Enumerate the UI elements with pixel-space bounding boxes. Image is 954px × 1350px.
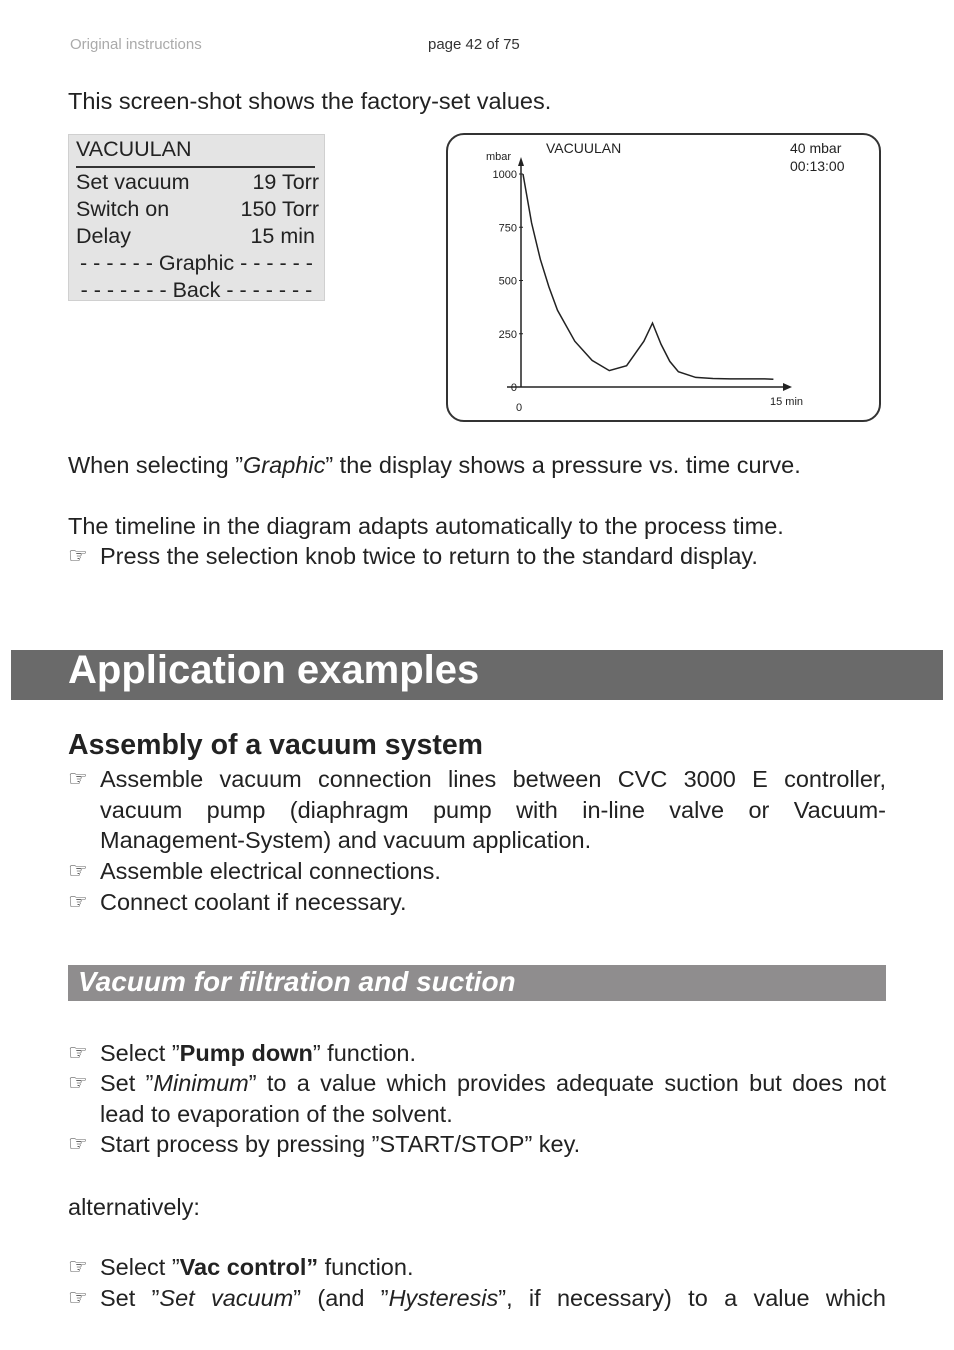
y-tick-label: 1000 bbox=[492, 169, 517, 181]
list-item bbox=[68, 541, 886, 572]
pressure-time-chart bbox=[448, 135, 879, 420]
list-item-text: Connect coolant if necessary. bbox=[100, 889, 407, 915]
b2-post: ” to a value which provides adequate suction but does not lead to evaporation of the solvent. bbox=[100, 1070, 887, 1127]
pointing-hand-icon: ☞ bbox=[68, 1254, 88, 1279]
pointing-hand-icon: ☞ bbox=[68, 889, 88, 914]
lcd-row bbox=[76, 197, 319, 224]
lcd-row-value: 15 min bbox=[250, 224, 315, 248]
b5-em2: Hysteresis bbox=[388, 1285, 499, 1311]
subsection-banner bbox=[68, 965, 886, 1001]
list-item bbox=[68, 1038, 886, 1069]
header-doc-label: Original instructions bbox=[70, 36, 202, 53]
graphic-desc-em: Graphic bbox=[243, 452, 326, 478]
list-item bbox=[68, 1129, 886, 1160]
y-tick-label: 750 bbox=[498, 222, 517, 235]
lcd-row-value: 150 Torr bbox=[240, 197, 319, 221]
graphic-description bbox=[68, 450, 801, 480]
lcd-row-value: 19 Torr bbox=[252, 170, 319, 194]
list-item-text bbox=[100, 1038, 886, 1069]
lcd-title: VACUULAN bbox=[76, 137, 192, 161]
list-item-text: Assemble vacuum connection lines between CVC 3000 E controller, vacuum pump (diaphragm pump with in-line valve or Vacuum-Management-System) and vacuum application. bbox=[100, 766, 886, 853]
subsection-title: Vacuum for filtration and suction bbox=[78, 966, 516, 997]
pressure-curve bbox=[523, 174, 773, 379]
page-number: page 42 of 75 bbox=[428, 36, 520, 53]
list-item bbox=[68, 764, 886, 856]
y-axis-arrow bbox=[518, 157, 524, 166]
pointing-hand-icon: ☞ bbox=[68, 1040, 88, 1065]
b4-pre: Select ” bbox=[100, 1254, 180, 1280]
timeline-text: The timeline in the diagram adapts automatically to the process time. bbox=[68, 513, 784, 539]
x-axis-start-label: 0 bbox=[516, 402, 523, 414]
lcd-row-label: Set vacuum bbox=[76, 170, 190, 194]
list-item-text bbox=[100, 1283, 886, 1314]
pointing-hand-icon: ☞ bbox=[68, 543, 88, 568]
list-item bbox=[68, 887, 886, 918]
pointing-hand-icon: ☞ bbox=[68, 1131, 88, 1156]
b1-pre: Select ” bbox=[100, 1040, 180, 1066]
lcd-row-label: Delay bbox=[76, 224, 131, 248]
chart-title: VACUULAN bbox=[546, 140, 622, 156]
intro-text: This screen-shot shows the factory-set values. bbox=[68, 88, 552, 114]
b2-em: Minimum bbox=[153, 1070, 249, 1096]
pointing-hand-icon: ☞ bbox=[68, 766, 88, 791]
section-title: Application examples bbox=[68, 648, 480, 692]
list-item-text bbox=[100, 1252, 886, 1283]
elapsed-time: 00:13:00 bbox=[790, 158, 845, 174]
b5-post: ”, if necessary) to a value which bbox=[498, 1285, 886, 1311]
b1-post: ” function. bbox=[312, 1040, 417, 1066]
lcd-row bbox=[76, 170, 319, 197]
pointing-hand-icon: ☞ bbox=[68, 1285, 88, 1310]
pointing-hand-icon: ☞ bbox=[68, 858, 88, 883]
list-item bbox=[68, 1252, 886, 1283]
x-axis-arrow bbox=[783, 383, 792, 391]
lcd-row-label: Switch on bbox=[76, 197, 170, 221]
graphic-desc-pre: When selecting ” bbox=[68, 452, 244, 478]
b5-mid: ” (and ” bbox=[293, 1285, 389, 1311]
b4-post: function. bbox=[318, 1254, 414, 1280]
y-axis-label: mbar bbox=[486, 151, 512, 163]
lcd-divider bbox=[76, 166, 315, 168]
y-tick-label: 250 bbox=[498, 328, 517, 341]
x-axis-end-label: 15 min bbox=[770, 396, 804, 408]
graphic-display bbox=[446, 133, 881, 422]
b2-pre: Set ” bbox=[100, 1070, 154, 1096]
b5-em1: Set vacuum bbox=[159, 1285, 294, 1311]
b4-strong: Vac control” bbox=[179, 1254, 319, 1280]
b5-pre: Set ” bbox=[100, 1285, 160, 1311]
list-item bbox=[68, 1068, 886, 1129]
assembly-heading: Assembly of a vacuum system bbox=[68, 729, 484, 761]
list-item bbox=[68, 856, 886, 887]
y-tick-label: 0 bbox=[510, 382, 517, 394]
section-banner bbox=[11, 650, 943, 700]
pressure-reading: 40 mbar bbox=[790, 140, 842, 156]
y-tick-label: 500 bbox=[498, 275, 517, 288]
list-item-text: Assemble electrical connections. bbox=[100, 858, 441, 884]
lcd-row bbox=[76, 224, 319, 251]
list-item-text: Press the selection knob twice to return to the standard display. bbox=[100, 543, 758, 569]
lcd-display bbox=[68, 134, 325, 301]
graphic-desc-post: ” the display shows a pressure vs. time curve. bbox=[325, 452, 801, 478]
list-item bbox=[68, 1283, 886, 1315]
list-item-text bbox=[100, 1068, 886, 1129]
list-item-text: Start process by pressing ”START/STOP” key. bbox=[100, 1131, 581, 1157]
lcd-back-option: - - - - - - - Back - - - - - - - bbox=[80, 278, 313, 302]
b1-strong: Pump down bbox=[179, 1040, 313, 1066]
pointing-hand-icon: ☞ bbox=[68, 1070, 88, 1095]
lcd-graphic-option: - - - - - - Graphic - - - - - - bbox=[80, 251, 313, 275]
alternatively-text: alternatively: bbox=[68, 1194, 200, 1220]
